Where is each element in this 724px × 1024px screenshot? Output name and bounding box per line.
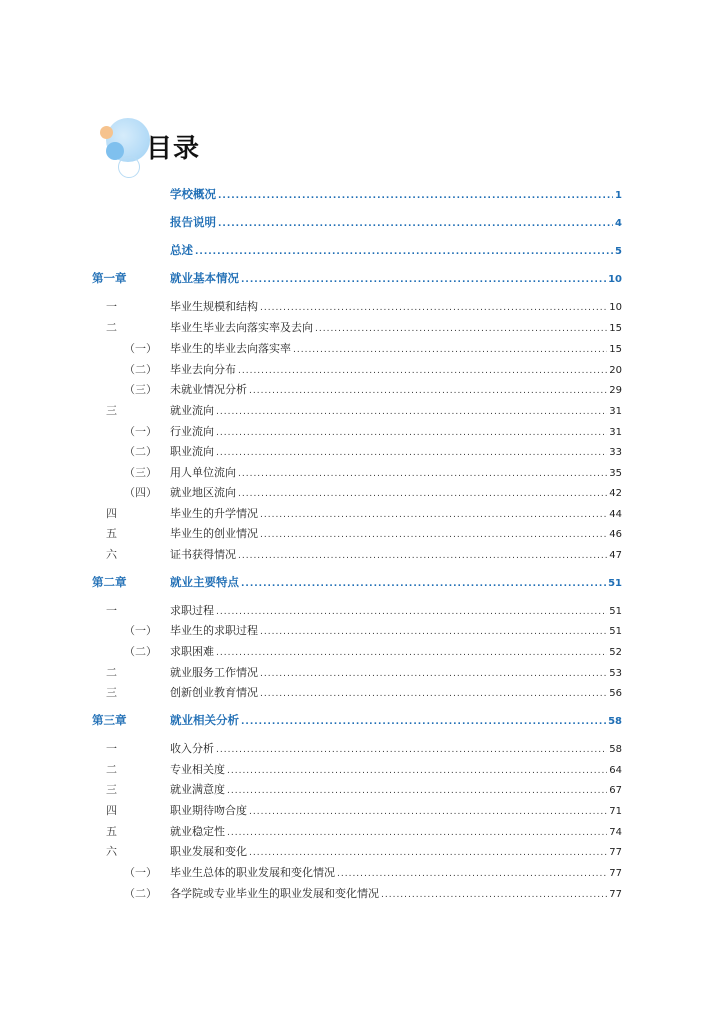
toc-entry[interactable] bbox=[92, 802, 622, 818]
toc-entry-number: 一 bbox=[106, 742, 117, 755]
toc-entry-page-number: 64 bbox=[609, 765, 622, 776]
toc-entry-label[interactable]: 毕业去向分布 bbox=[170, 363, 236, 376]
toc-entry-label[interactable]: 毕业生的升学情况 bbox=[170, 507, 258, 520]
toc-entry-page-number: 33 bbox=[609, 447, 622, 458]
toc-entry-page-number: 4 bbox=[615, 218, 622, 229]
toc-entry[interactable] bbox=[92, 643, 622, 659]
toc-entry-number: 一 bbox=[106, 604, 117, 617]
toc-entry-label[interactable]: 就业满意度 bbox=[170, 783, 225, 796]
toc-entry-label[interactable]: 毕业生的求职过程 bbox=[170, 624, 258, 637]
toc-entry-page-number: 77 bbox=[609, 868, 622, 879]
toc-entry[interactable] bbox=[92, 546, 622, 562]
toc-entry[interactable] bbox=[92, 443, 622, 459]
toc-entry[interactable] bbox=[92, 712, 622, 728]
toc-leader-dots bbox=[381, 890, 607, 900]
toc-leader-dots bbox=[216, 648, 607, 658]
toc-leader-dots bbox=[260, 627, 607, 637]
toc-entry-number: 三 bbox=[106, 404, 117, 417]
toc-entry[interactable] bbox=[92, 186, 622, 202]
toc-entry[interactable] bbox=[92, 684, 622, 700]
toc-entry-number: （二） bbox=[124, 445, 157, 458]
toc-entry-page-number: 5 bbox=[615, 246, 622, 257]
toc-entry-page-number: 10 bbox=[609, 302, 622, 313]
toc-leader-dots bbox=[218, 219, 613, 229]
toc-leader-dots bbox=[260, 669, 607, 679]
decorative-dot-icon bbox=[106, 142, 124, 160]
toc-entry[interactable] bbox=[92, 340, 622, 356]
toc-leader-dots bbox=[227, 766, 607, 776]
toc-entry-number: 四 bbox=[106, 804, 117, 817]
toc-entry[interactable] bbox=[92, 864, 622, 880]
toc-entry-number: （一） bbox=[124, 866, 157, 879]
toc-entry-page-number: 51 bbox=[609, 626, 622, 637]
toc-entry[interactable] bbox=[92, 885, 622, 901]
toc-entry[interactable] bbox=[92, 740, 622, 756]
toc-entry-page-number: 77 bbox=[609, 847, 622, 858]
toc-entry-label[interactable]: 就业基本情况 bbox=[170, 271, 239, 285]
toc-leader-dots bbox=[216, 607, 607, 617]
toc-entry[interactable] bbox=[92, 843, 622, 859]
toc-entry[interactable] bbox=[92, 622, 622, 638]
toc-entry[interactable] bbox=[92, 242, 622, 258]
toc-entry-number: （一） bbox=[124, 342, 157, 355]
toc-entry-label[interactable]: 证书获得情况 bbox=[170, 548, 236, 561]
toc-entry[interactable] bbox=[92, 270, 622, 286]
toc-entry-page-number: 10 bbox=[608, 274, 622, 285]
toc-entry-page-number: 51 bbox=[609, 606, 622, 617]
toc-entry-number: 三 bbox=[106, 686, 117, 699]
toc-entry-label[interactable]: 就业稳定性 bbox=[170, 825, 225, 838]
toc-entry-label[interactable]: 毕业生毕业去向落实率及去向 bbox=[170, 321, 313, 334]
toc-entry[interactable] bbox=[92, 402, 622, 418]
toc-entry-page-number: 58 bbox=[608, 716, 622, 727]
toc-entry-page-number: 42 bbox=[609, 488, 622, 499]
toc-entry-page-number: 15 bbox=[609, 344, 622, 355]
toc-entry[interactable] bbox=[92, 464, 622, 480]
toc-leader-dots bbox=[238, 469, 607, 479]
toc-entry-label[interactable]: 学校概况 bbox=[170, 187, 216, 201]
toc-entry-number: 五 bbox=[106, 527, 117, 540]
toc-entry-label[interactable]: 报告说明 bbox=[170, 215, 216, 229]
toc-leader-dots bbox=[227, 786, 607, 796]
toc-entry-page-number: 47 bbox=[609, 550, 622, 561]
toc-entry[interactable] bbox=[92, 298, 622, 314]
toc-entry-number: 二 bbox=[106, 763, 117, 776]
toc-entry-label[interactable]: 职业发展和变化 bbox=[170, 845, 247, 858]
toc-entry-label[interactable]: 毕业生规模和结构 bbox=[170, 300, 258, 313]
toc-entry[interactable] bbox=[92, 602, 622, 618]
toc-leader-dots bbox=[216, 745, 607, 755]
toc-entry-number: 二 bbox=[106, 666, 117, 679]
toc-leader-dots bbox=[216, 448, 607, 458]
toc-entry[interactable] bbox=[92, 781, 622, 797]
toc-entry-page-number: 51 bbox=[608, 578, 622, 589]
toc-entry-page-number: 29 bbox=[609, 385, 622, 396]
toc-entry-label[interactable]: 创新创业教育情况 bbox=[170, 686, 258, 699]
toc-leader-dots bbox=[218, 191, 613, 201]
toc-entry[interactable] bbox=[92, 361, 622, 377]
toc-entry-label[interactable]: 求职困难 bbox=[170, 645, 214, 658]
toc-entry-label[interactable]: 专业相关度 bbox=[170, 763, 225, 776]
toc-leader-dots bbox=[260, 303, 607, 313]
toc-leader-dots bbox=[249, 807, 607, 817]
toc-entry-label[interactable]: 就业地区流向 bbox=[170, 486, 236, 499]
toc-entry[interactable] bbox=[92, 664, 622, 680]
toc-entry-page-number: 58 bbox=[609, 744, 622, 755]
toc-entry-page-number: 1 bbox=[615, 190, 622, 201]
toc-entry-number: 第三章 bbox=[92, 713, 127, 727]
toc-entry-label[interactable]: 毕业生的创业情况 bbox=[170, 527, 258, 540]
toc-leader-dots bbox=[249, 386, 607, 396]
toc-entry-number: （三） bbox=[124, 466, 157, 479]
toc-entry-page-number: 35 bbox=[609, 468, 622, 479]
toc-entry-page-number: 52 bbox=[609, 647, 622, 658]
toc-leader-dots bbox=[238, 489, 607, 499]
toc-entry[interactable] bbox=[92, 823, 622, 839]
toc-entry-page-number: 44 bbox=[609, 509, 622, 520]
toc-entry-label[interactable]: 毕业生总体的职业发展和变化情况 bbox=[170, 866, 335, 879]
toc-entry-number: 四 bbox=[106, 507, 117, 520]
toc-entry-label[interactable]: 就业主要特点 bbox=[170, 575, 239, 589]
toc-leader-dots bbox=[195, 247, 613, 257]
toc-entry-number: 第二章 bbox=[92, 575, 127, 589]
toc-entry-page-number: 15 bbox=[609, 323, 622, 334]
toc-entry-number: （三） bbox=[124, 383, 157, 396]
decorative-orange-dot-icon bbox=[100, 126, 113, 139]
toc-entry-number: （二） bbox=[124, 645, 157, 658]
toc-entry-label[interactable]: 各学院或专业毕业生的职业发展和变化情况 bbox=[170, 887, 379, 900]
toc-entry-label[interactable]: 职业期待吻合度 bbox=[170, 804, 247, 817]
decorative-ring-icon bbox=[118, 156, 140, 178]
toc-entry-label[interactable]: 收入分析 bbox=[170, 742, 214, 755]
toc-entry-label[interactable]: 就业相关分析 bbox=[170, 713, 239, 727]
toc-entry-page-number: 74 bbox=[609, 827, 622, 838]
toc-entry-page-number: 67 bbox=[609, 785, 622, 796]
toc-entry-number: 三 bbox=[106, 783, 117, 796]
toc-entry-label[interactable]: 未就业情况分析 bbox=[170, 383, 247, 396]
toc-entry-page-number: 77 bbox=[609, 889, 622, 900]
toc-entry-number: （四） bbox=[124, 486, 157, 499]
toc-entry-page-number: 31 bbox=[609, 406, 622, 417]
toc-leader-dots bbox=[238, 551, 607, 561]
toc-entry-page-number: 71 bbox=[609, 806, 622, 817]
toc-entry[interactable] bbox=[92, 381, 622, 397]
toc-entry-page-number: 20 bbox=[609, 365, 622, 376]
toc-entry[interactable] bbox=[92, 574, 622, 590]
toc-entry[interactable] bbox=[92, 761, 622, 777]
toc-entry-number: 一 bbox=[106, 300, 117, 313]
toc-entry-page-number: 56 bbox=[609, 688, 622, 699]
toc-leader-dots bbox=[241, 275, 606, 285]
toc-leader-dots bbox=[337, 869, 607, 879]
toc-entry-page-number: 46 bbox=[609, 529, 622, 540]
toc-entry-number: 五 bbox=[106, 825, 117, 838]
toc-leader-dots bbox=[216, 428, 607, 438]
toc-entry-label[interactable]: 毕业生的毕业去向落实率 bbox=[170, 342, 291, 355]
title-block bbox=[100, 118, 300, 178]
toc-entry-number: 六 bbox=[106, 548, 117, 561]
toc-entry-label[interactable]: 总述 bbox=[170, 243, 193, 257]
toc-leader-dots bbox=[238, 366, 607, 376]
toc-entry[interactable] bbox=[92, 214, 622, 230]
toc-leader-dots bbox=[260, 530, 607, 540]
toc-leader-dots bbox=[249, 848, 607, 858]
toc-leader-dots bbox=[241, 717, 606, 727]
toc-entry-label[interactable]: 求职过程 bbox=[170, 604, 214, 617]
toc-entry-number: 二 bbox=[106, 321, 117, 334]
toc-entry-number: （二） bbox=[124, 887, 157, 900]
page-title: 目录 bbox=[146, 134, 201, 164]
toc-entry[interactable] bbox=[92, 423, 622, 439]
toc-entry[interactable] bbox=[92, 484, 622, 500]
toc-entry[interactable] bbox=[92, 525, 622, 541]
toc-entry-label[interactable]: 行业流向 bbox=[170, 425, 214, 438]
toc-entry-number: （一） bbox=[124, 624, 157, 637]
toc-entry-label[interactable]: 职业流向 bbox=[170, 445, 214, 458]
toc-leader-dots bbox=[293, 345, 607, 355]
toc-entry-number: 第一章 bbox=[92, 271, 127, 285]
toc-leader-dots bbox=[260, 689, 607, 699]
toc-entry-number: （一） bbox=[124, 425, 157, 438]
toc-leader-dots bbox=[216, 407, 607, 417]
toc-entry-label[interactable]: 就业流向 bbox=[170, 404, 214, 417]
toc-leader-dots bbox=[315, 324, 607, 334]
toc-entry[interactable] bbox=[92, 505, 622, 521]
toc-entry-page-number: 53 bbox=[609, 668, 622, 679]
toc-entry[interactable] bbox=[92, 319, 622, 335]
toc-entry-label[interactable]: 就业服务工作情况 bbox=[170, 666, 258, 679]
toc-leader-dots bbox=[241, 579, 606, 589]
toc-entry-page-number: 31 bbox=[609, 427, 622, 438]
toc-leader-dots bbox=[260, 510, 607, 520]
toc-entry-number: （二） bbox=[124, 363, 157, 376]
toc-entry-number: 六 bbox=[106, 845, 117, 858]
toc-leader-dots bbox=[227, 828, 607, 838]
toc-entry-label[interactable]: 用人单位流向 bbox=[170, 466, 236, 479]
